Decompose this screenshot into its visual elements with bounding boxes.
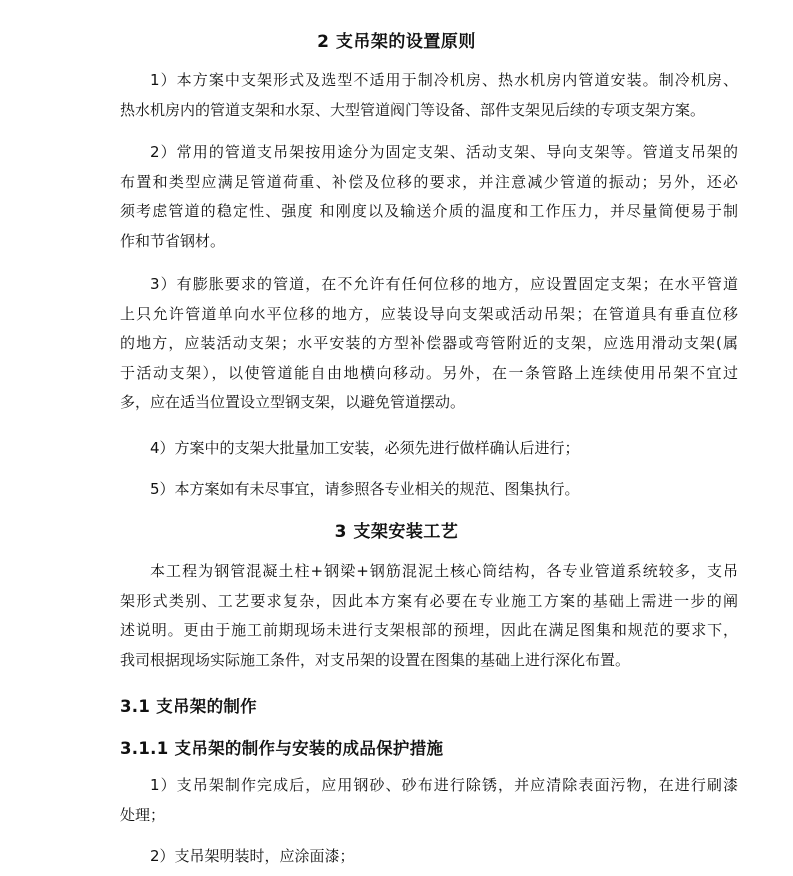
paragraph-line: 的地方，应装活动支架；水平安装的方型补偿器或弯管附近的支架，应选用滑动支架(属: [120, 334, 738, 352]
paragraph-line: 3）有膨胀要求的管道，在不允许有任何位移的地方，应设置固定支架；在水平管道: [150, 275, 738, 293]
paragraph-line: 架形式类别、工艺要求复杂，因此本方案有必要在专业施工方案的基础上需进一步的阐: [120, 591, 738, 610]
section-2-paragraph-3: [120, 270, 738, 418]
paragraph-line: 于活动支架），以使管道能自由地横向移动。另外，在一条管路上连续使用吊架不宜过: [120, 363, 738, 382]
paragraph-line: 本工程为钢管混凝土柱+钢梁+钢筋混泥土核心筒结构，各专业管道系统较多，支吊: [150, 562, 738, 580]
paragraph-line: 述说明。更由于施工前期现场未进行支架根部的预埋，因此在满足图集和规范的要求下，: [120, 621, 738, 639]
paragraph-line: 2）支吊架明装时，应涂面漆；: [150, 847, 355, 865]
paragraph-line: 4）方案中的支架大批量加工安装，必须先进行做样确认后进行；: [150, 439, 580, 457]
section-3-1-1-title: 3.1.1 支吊架的制作与安装的成品保护措施: [120, 739, 444, 758]
paragraph-line: 5）本方案如有未尽事宜，请参照各专业相关的规范、图集执行。: [150, 480, 580, 498]
paragraph-line: 布置和类型应满足管道荷重、补偿及位移的要求，并注意减少管道的振动；另外，还必: [120, 172, 738, 191]
paragraph-line: 1）支吊架制作完成后，应用钢砂、砂布进行除锈，并应清除表面污物，在进行刷漆: [150, 776, 738, 794]
paragraph-line: 须考虑管道的稳定性、强度 和刚度以及输送介质的温度和工作压力，并尽量简便易于制: [120, 202, 738, 220]
paragraph-line: 作和节省钢材。: [120, 231, 226, 250]
paragraph-line: 1）本方案中支架形式及选型不适用于制冷机房、热水机房内管道安装。制冷机房、: [150, 71, 738, 89]
section-2-paragraph-4: [120, 434, 738, 464]
paragraph-line: 热水机房内的管道支架和水泵、大型管道阀门等设备、部件支架见后续的专项支架方案。: [120, 100, 706, 119]
section-3-intro: [120, 557, 738, 675]
section-3-1-title: 3.1 支吊架的制作: [120, 697, 257, 716]
section-2-paragraph-1: [120, 66, 738, 125]
paragraph-line: 上只允许管道单向水平位移的地方，应装设导向支架或活动吊架；在管道具有垂直位移: [120, 304, 738, 323]
paragraph-line: 我司根据现场实际施工条件，对支吊架的设置在图集的基础上进行深化布置。: [120, 650, 631, 669]
section-3-1-1-paragraph-2: [120, 842, 738, 872]
paragraph-line: 2）常用的管道支吊架按用途分为固定支架、活动支架、导向支架等。管道支吊架的: [150, 143, 738, 161]
section-3-title: 3 支架安装工艺: [334, 522, 459, 542]
section-2-paragraph-5: [120, 475, 738, 505]
paragraph-line: 处理；: [120, 805, 166, 824]
section-2-title: 2 支吊架的设置原则: [317, 32, 476, 52]
section-3-1-1-paragraph-1: [120, 771, 738, 830]
section-2-paragraph-2: [120, 138, 738, 256]
paragraph-line: 多，应在适当位置设立型钢支架，以避免管道摆动。: [120, 393, 466, 411]
